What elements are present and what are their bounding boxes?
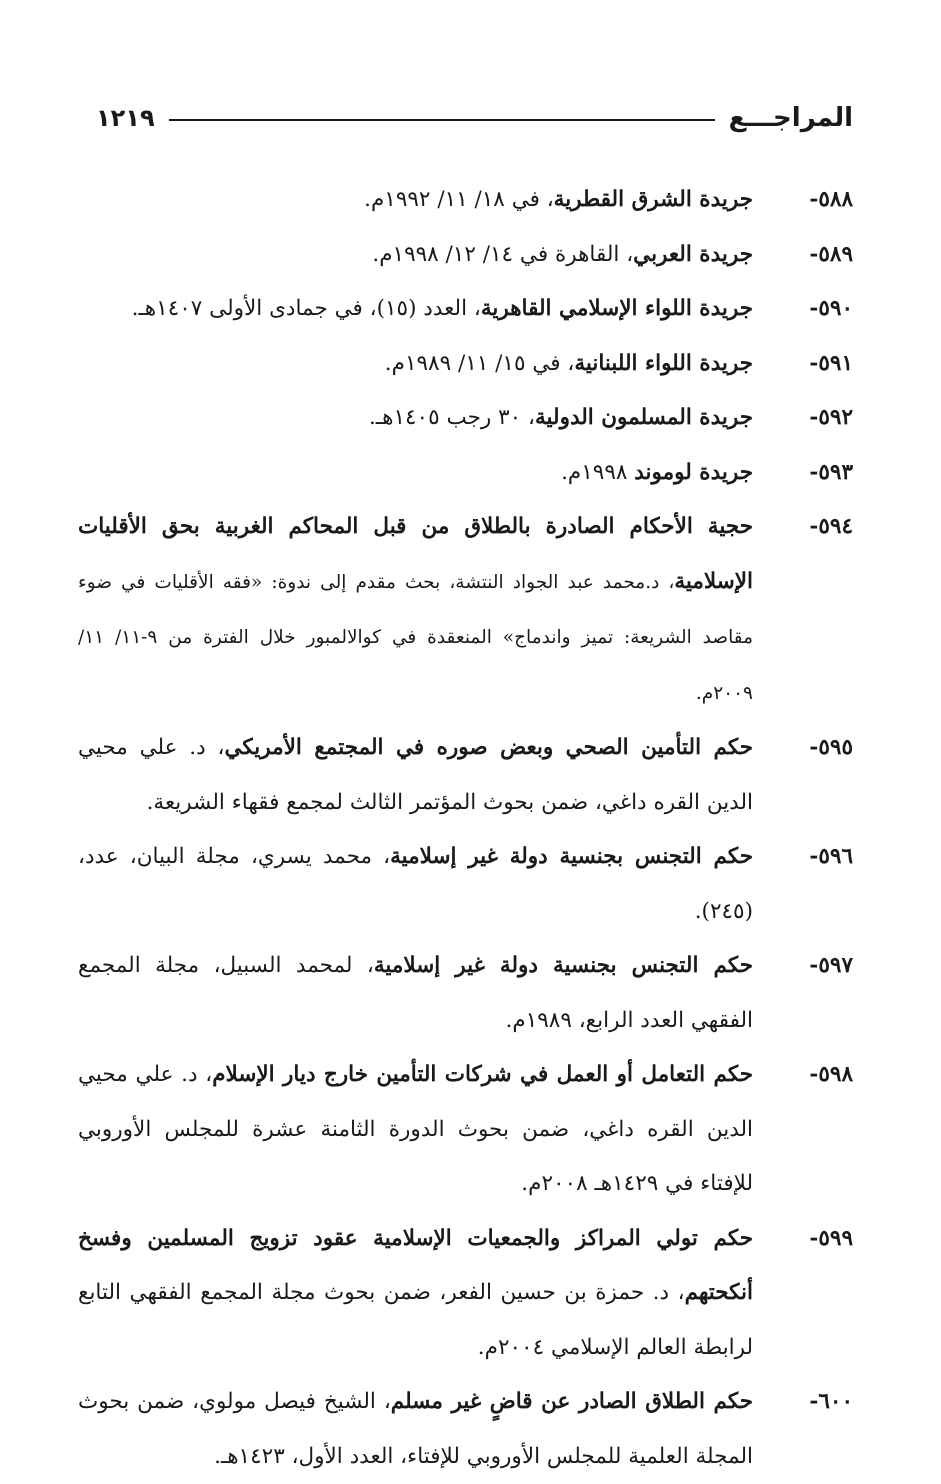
entry-details: ، العدد (١٥)، في جمادى الأولى ١٤٠٧هـ. <box>131 296 481 321</box>
entry-title: جريدة الشرق القطرية <box>553 187 753 212</box>
reference-entry-589 <box>78 228 853 283</box>
entry-number: ٥٩٧- <box>809 953 853 978</box>
reference-entry-594 <box>78 500 853 721</box>
entry-details: ، محمد يسري، مجلة البيان، عدد، (٢٤٥). <box>78 844 753 924</box>
reference-entry-590 <box>78 282 853 337</box>
reference-entry-598 <box>78 1048 853 1212</box>
entry-body <box>78 1212 753 1376</box>
entry-number: ٥٨٨- <box>809 187 853 212</box>
entry-body <box>78 1375 753 1484</box>
entry-title: جريدة لوموند <box>634 459 753 485</box>
entry-body <box>78 939 753 1048</box>
entry-details: ، د. علي محيي الدين القره داغي، ضمن بحوث المؤتمر الثالث لمجمع فقهاء الشريعة. <box>78 735 753 815</box>
entry-title: حكم التعامل أو العمل في شركات التأمين خارج ديار الإسلام <box>212 1062 753 1087</box>
entry-details: ، الشيخ فيصل مولوي، ضمن بحوث المجلة العلمية للمجلس الأوروبي للإفتاء، العدد الأول، ١٤٢٣هـ. <box>78 1389 753 1469</box>
entry-title: جريدة المسلمون الدولية <box>535 405 753 430</box>
entry-number: ٥٩٥- <box>809 735 853 760</box>
entry-title: حكم الطلاق الصادر عن قاضٍ غير مسلم <box>390 1389 753 1414</box>
entry-number: ٥٩١- <box>809 350 853 376</box>
entry-title: حكم التأمين الصحي وبعض صوره في المجتمع الأمريكي <box>224 735 753 760</box>
entry-title: حجية الأحكام الصادرة بالطلاق من قبل المحاكم الغربية بحق الأقليات الإسلامية <box>78 514 753 594</box>
entry-title: جريدة اللواء الإسلامي القاهرية <box>480 296 753 321</box>
reference-entry-599 <box>78 1212 853 1376</box>
entry-number: ٥٩٣- <box>809 459 853 485</box>
entry-number: ٦٠٠- <box>809 1389 853 1414</box>
entry-details: ، ٣٠ رجب ١٤٠٥هـ. <box>368 405 535 430</box>
entry-body <box>78 1048 753 1212</box>
entry-number: ٥٩٦- <box>809 844 853 869</box>
entry-details: ، د. علي محيي الدين القره داغي، ضمن بحوث الدورة الثامنة عشرة للمجلس الأوروبي للإفتاء في ١٤٢٩هـ ٢٠٠٨م. <box>78 1062 753 1196</box>
entry-number: ٥٩٠- <box>809 296 853 321</box>
entry-body <box>78 391 753 446</box>
reference-entry-593 <box>78 446 853 501</box>
entry-details: ، في ١٥/ ١١/ ١٩٨٩م. <box>384 350 575 376</box>
entry-title: جريدة اللواء اللبنانية <box>574 350 753 376</box>
reference-entry-597 <box>78 939 853 1048</box>
reference-entry-592 <box>78 391 853 446</box>
entry-number: ٥٩٤- <box>809 514 853 539</box>
entry-details: ، د. حمزة بن حسين الفعر، ضمن بحوث مجلة المجمع الفقهي التابع لرابطة العالم الإسلامي ٢٠٠٤م. <box>78 1280 753 1360</box>
entry-number: ٥٩٩- <box>809 1225 853 1251</box>
page-number: ١٢١٩ <box>96 104 155 132</box>
entry-body <box>78 173 753 228</box>
entry-title: جريدة العربي <box>633 241 753 267</box>
entry-number: ٥٩٨- <box>809 1062 853 1087</box>
entry-details: ، في ١٨/ ١١/ ١٩٩٢م. <box>364 187 554 212</box>
entry-title: حكم تولي المراكز والجمعيات الإسلامية عقود تزويج المسلمين وفسخ أنكحتهم <box>78 1225 753 1305</box>
reference-entry-596 <box>78 830 853 939</box>
entry-details: ، د.محمد عبد الجواد النتشة، بحث مقدم إلى ندوة: «فقه الأقليات في ضوء مقاصد الشريعة: تميز واندماج» المنعقدة في كوالالمبور خلال الفترة من ٩-١١/ ١١/ ٢٠٠٩م. <box>78 571 753 704</box>
header-rule <box>169 119 715 121</box>
entry-title: حكم التجنس بجنسية دولة غير إسلامية <box>373 953 753 978</box>
entry-details: ، لمحمد السبيل، مجلة المجمع الفقهي العدد الرابع، ١٩٨٩م. <box>78 953 753 1033</box>
entry-body <box>78 830 753 939</box>
entry-details: ، القاهرة في ١٤/ ١٢/ ١٩٩٨م. <box>372 241 634 267</box>
reference-list <box>78 173 853 1484</box>
reference-entry-588 <box>78 173 853 228</box>
header-title: المراجـــع <box>728 103 853 133</box>
entry-body <box>78 282 753 337</box>
entry-body <box>78 721 753 830</box>
reference-entry-600 <box>78 1375 853 1484</box>
entry-body <box>78 337 753 392</box>
entry-body <box>78 500 753 721</box>
running-header <box>96 98 853 138</box>
entry-body <box>78 446 753 501</box>
entry-details: ١٩٩٨م. <box>561 459 635 485</box>
entry-body <box>78 228 753 283</box>
reference-entry-591 <box>78 337 853 392</box>
reference-entry-595 <box>78 721 853 830</box>
entry-number: ٥٩٢- <box>809 405 853 430</box>
entry-title: حكم التجنس بجنسية دولة غير إسلامية <box>390 844 753 869</box>
entry-number: ٥٨٩- <box>809 241 853 267</box>
